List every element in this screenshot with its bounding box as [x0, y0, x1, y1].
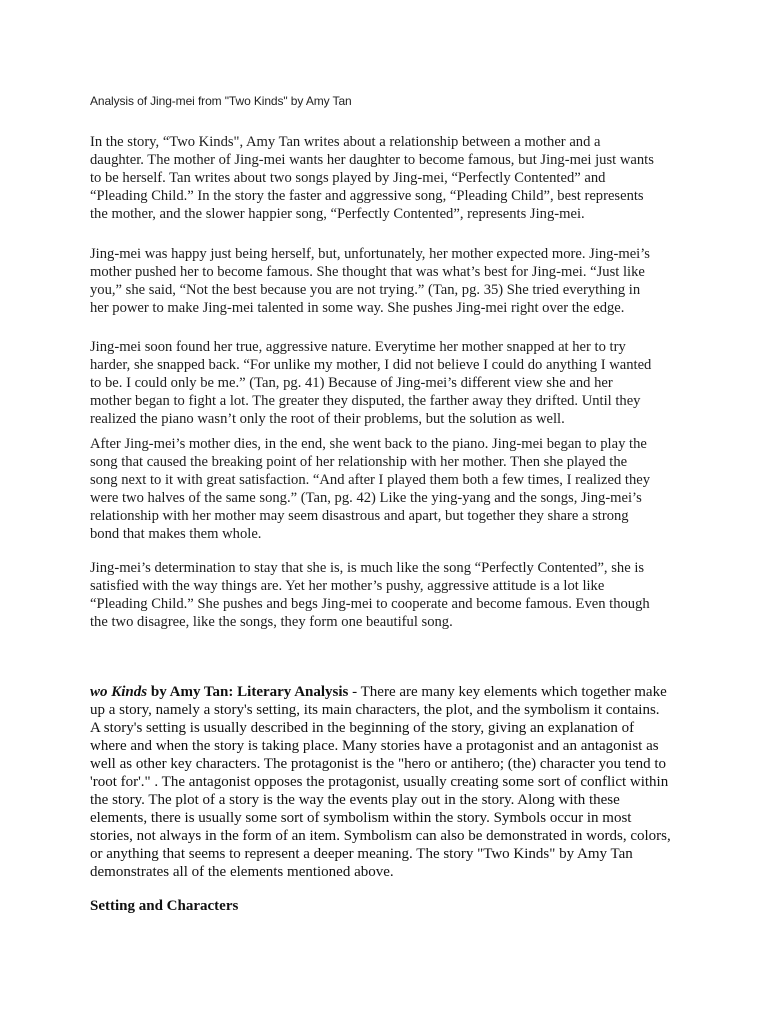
text-line: well as other key characters. The protagonist is the "hero or antihero; (the) character you tend to: [90, 756, 667, 772]
text-line: song that caused the breaking point of her relationship with her mother. Then she played the: [90, 454, 628, 470]
text-line: Jing-mei was happy just being herself, but, unfortunately, her mother expected more. Jing-mei’s: [90, 246, 650, 262]
text-line: you,” she said, “Not the best because you are not trying.” (Tan, pg. 35) She tried everything in: [90, 282, 641, 298]
analysis-lead-italic: wo Kinds: [90, 684, 148, 700]
text-line: harder, she snapped back. “For unlike my mother, I did not believe I could do anything I wanted: [90, 357, 652, 373]
text-line: to be. I could only be me.” (Tan, pg. 41) Because of Jing-mei’s different view she and her: [90, 375, 613, 391]
paragraph-determination: [90, 559, 680, 631]
text-line: mother pushed her to become famous. She thought that was what’s best for Jing-mei. “Just like: [90, 264, 645, 280]
text-line: A story's setting is usually described in the beginning of the story, giving an explanation of: [90, 720, 635, 736]
text-line: the two disagree, like the songs, they form one beautiful song.: [90, 614, 453, 630]
paragraph-aggressive-nature: [90, 338, 680, 428]
text-line: the mother, and the slower happier song, “Perfectly Contented”, represents Jing-mei.: [90, 206, 585, 222]
text-line: mother began to fight a lot. The greater they disputed, the farther away they drifted. Until they: [90, 393, 641, 409]
text-line: [90, 683, 690, 701]
text-line: satisfied with the way things are. Yet her mother’s pushy, aggressive attitude is a lot like: [90, 578, 605, 594]
text-line: 'root for'." . The antagonist opposes the protagonist, usually creating some sort of conflict within: [90, 774, 669, 790]
text-line: stories, not always in the form of an item. Symbolism can also be demonstrated in words, colors,: [90, 828, 671, 844]
text-line: to be herself. Tan writes about two songs played by Jing-mei, “Perfectly Contented” and: [90, 170, 606, 186]
text-line: demonstrates all of the elements mentioned above.: [90, 864, 394, 880]
text-line: “Pleading Child.” She pushes and begs Jing-mei to cooperate and become famous. Even though: [90, 596, 650, 612]
analysis-first-line: - There are many key elements which together make: [348, 684, 667, 700]
paragraph-happy: [90, 245, 680, 317]
text-line: bond that makes them whole.: [90, 526, 262, 542]
text-line: elements, there is usually some sort of symbolism within the story. Symbols occur in most: [90, 810, 632, 826]
analysis-lead-bold: by Amy Tan: Literary Analysis: [147, 684, 349, 700]
text-line: song next to it with great satisfaction. “And after I played them both a few times, I realized they: [90, 472, 651, 488]
text-line: relationship with her mother may seem disastrous and apart, but together they share a strong: [90, 508, 629, 524]
section-heading: Setting and Characters: [90, 898, 239, 914]
text-line: In the story, “Two Kinds", Amy Tan writes about a relationship between a mother and a: [90, 134, 601, 150]
text-line: daughter. The mother of Jing-mei wants her daughter to become famous, but Jing-mei just wants: [90, 152, 654, 168]
document-title: Analysis of Jing-mei from "Two Kinds" by Amy Tan: [90, 94, 352, 108]
text-line: or anything that seems to represent a deeper meaning. The story "Two Kinds" by Amy Tan: [90, 846, 633, 862]
paragraph-intro: [90, 133, 680, 223]
text-line: up a story, namely a story's setting, its main characters, the plot, and the symbolism it contains.: [90, 702, 660, 718]
text-line: were two halves of the same song.” (Tan, pg. 42) Like the ying-yang and the songs, Jing-mei’s: [90, 490, 642, 506]
text-line: realized the piano wasn’t only the root of their problems, but the solution as well.: [90, 411, 565, 427]
text-line: After Jing-mei’s mother dies, in the end, she went back to the piano. Jing-mei began to play the: [90, 436, 647, 452]
text-line: Jing-mei soon found her true, aggressive nature. Everytime her mother snapped at her to try: [90, 339, 626, 355]
text-line: “Pleading Child.” In the story the faster and aggressive song, “Pleading Child”, best represents: [90, 188, 644, 204]
paragraph-literary-analysis: [90, 683, 690, 881]
text-line: her power to make Jing-mei talented in some way. She pushes Jing-mei right over the edge.: [90, 300, 625, 316]
text-line: the story. The plot of a story is the way the events play out in the story. Along with these: [90, 792, 620, 808]
text-line: where and when the story is taking place. Many stories have a protagonist and an antagonist as: [90, 738, 659, 754]
paragraph-mother-dies: [90, 435, 680, 543]
text-line: Jing-mei’s determination to stay that she is, is much like the song “Perfectly Contented”, she is: [90, 560, 645, 576]
